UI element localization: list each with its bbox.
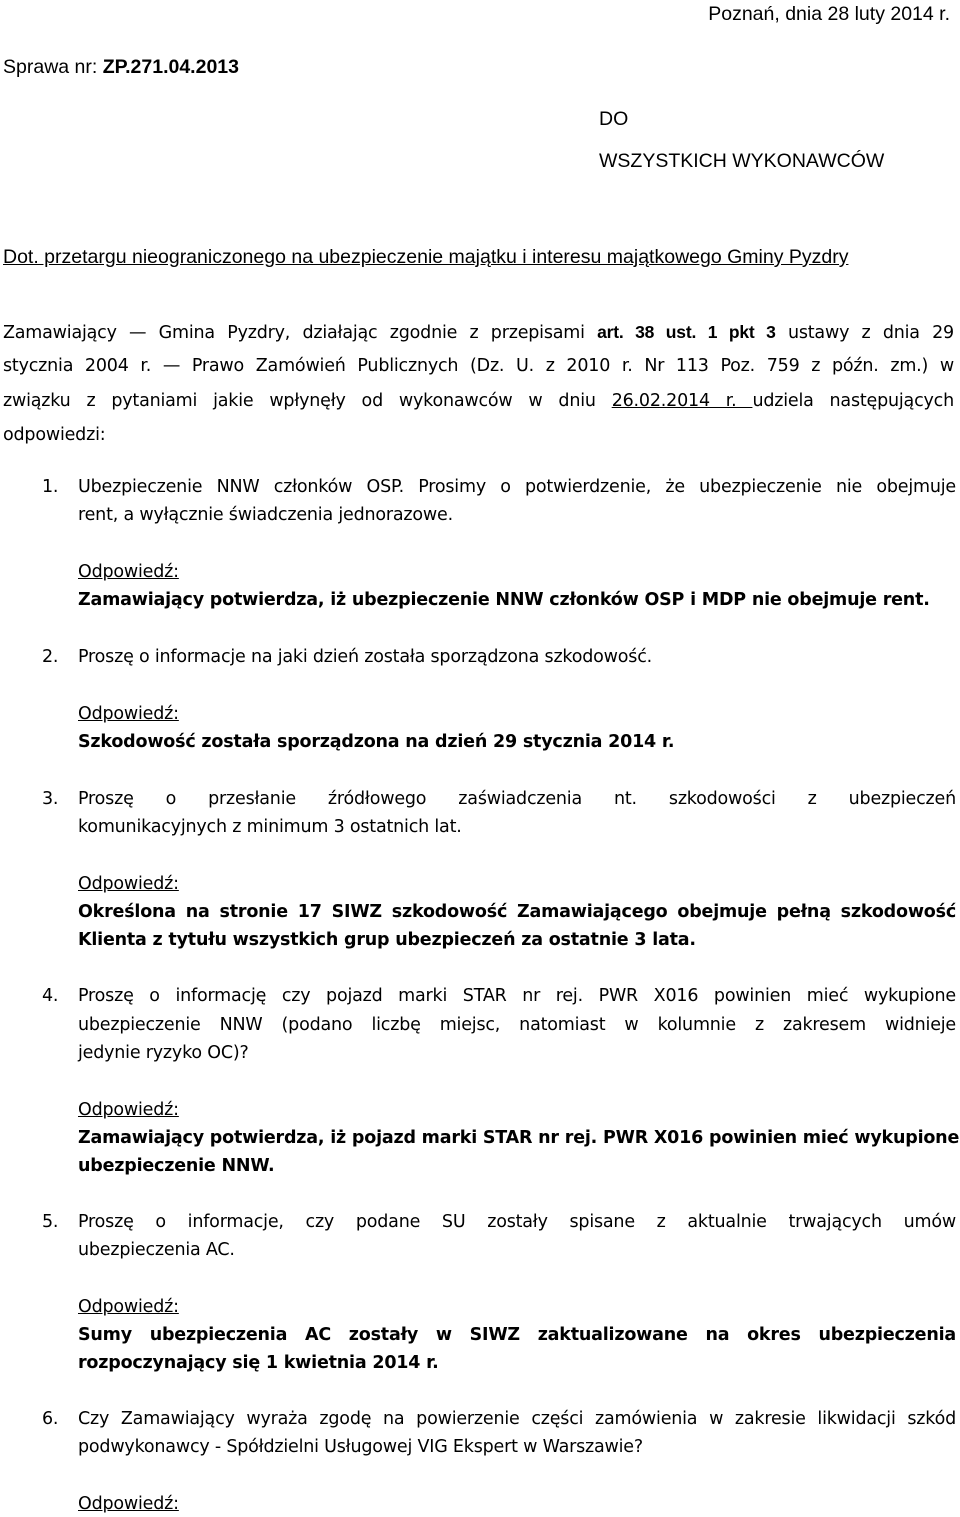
question-text: Proszę o przesłanie źródłowego zaświadczenia nt. szkodowości z ubezpieczeń	[78, 789, 956, 809]
item-number: 1.	[42, 477, 59, 497]
question-text: Czy Zamawiający wyraża zgodę na powierzenie części zamówienia w zakresie likwidacji szkód	[78, 1409, 956, 1429]
answer-text: Szkodowość została sporządzona na dzień 29 stycznia 2014 r.	[78, 732, 675, 752]
question-text: ubezpieczenia AC.	[78, 1240, 235, 1260]
item-number: 3.	[42, 789, 59, 809]
item-number: 4.	[42, 986, 59, 1006]
question-text: Proszę o informacje na jaki dzień została sporządzona szkodowość.	[78, 647, 652, 667]
answer-label: Odpowiedź:	[78, 1297, 179, 1317]
letter-date: Poznań, dnia 28 luty 2014 r.	[708, 3, 950, 25]
case-number-value: ZP.271.04.2013	[102, 56, 239, 78]
question-text: Proszę o informację czy pojazd marki STAR nr rej. PWR X016 powinien mieć wykupione	[78, 986, 956, 1006]
intro-line-4: odpowiedzi:	[3, 425, 106, 445]
recipient-line-1: DO	[599, 108, 629, 130]
answer-text: Zamawiający potwierdza, iż ubezpieczenie NNW członków OSP i MDP nie obejmuje rent.	[78, 590, 930, 610]
answer-text: ubezpieczenie NNW.	[78, 1156, 275, 1176]
question-text: jedynie ryzyko OC)?	[78, 1043, 249, 1063]
answer-text: Zamawiający potwierdza, iż pojazd marki STAR nr rej. PWR X016 powinien mieć wykupione	[78, 1128, 960, 1148]
question-text: ubezpieczenie NNW (podano liczbę miejsc, natomiast w kolumnie z zakresem widnieje	[78, 1015, 956, 1035]
item-number: 5.	[42, 1212, 59, 1232]
question-text: komunikacyjnych z minimum 3 ostatnich lat.	[78, 817, 462, 837]
letter-subject: Dot. przetargu nieograniczonego na ubezpieczenie majątku i interesu majątkowego Gminy Pyzdry	[3, 246, 849, 268]
item-number: 2.	[42, 647, 59, 667]
question-text: Ubezpieczenie NNW członków OSP. Prosimy o potwierdzenie, że ubezpieczenie nie obejmuje	[78, 477, 956, 497]
recipient-line-2: WSZYSTKICH WYKONAWCÓW	[599, 150, 885, 172]
question-text: rent, a wyłącznie świadczenia jednorazowe.	[78, 505, 453, 525]
question-text: podwykonawcy - Spółdzielni Usługowej VIG Ekspert w Warszawie?	[78, 1437, 643, 1457]
answer-text: Określona na stronie 17 SIWZ szkodowość Zamawiającego obejmuje pełną szkodowość	[78, 902, 956, 922]
case-number	[3, 56, 239, 79]
answer-label: Odpowiedź:	[78, 1494, 179, 1514]
answer-label: Odpowiedź:	[78, 1100, 179, 1120]
answer-text: Klienta z tytułu wszystkich grup ubezpieczeń za ostatnie 3 lata.	[78, 930, 696, 950]
item-number: 6.	[42, 1409, 59, 1429]
case-label: Sprawa nr:	[3, 56, 98, 78]
intro-line-2: stycznia 2004 r. — Prawo Zamówień Publicznych (Dz. U. z 2010 r. Nr 113 Poz. 759 z późn. zm.) w	[3, 356, 954, 376]
answer-text: Sumy ubezpieczenia AC zostały w SIWZ zaktualizowane na okres ubezpieczenia	[78, 1325, 956, 1345]
answer-label: Odpowiedź:	[78, 562, 179, 582]
intro-line-1: Zamawiający — Gmina Pyzdry, działając zgodnie z przepisami art. 38 ust. 1 pkt 3 ustawy z dnia 29	[3, 322, 954, 343]
answer-label: Odpowiedź:	[78, 874, 179, 894]
intro-line-3: związku z pytaniami jakie wpłynęły od wykonawców w dniu 26.02.2014 r. udziela następujących	[3, 391, 954, 411]
answer-label: Odpowiedź:	[78, 704, 179, 724]
question-text: Proszę o informacje, czy podane SU zostały spisane z aktualnie trwających umów	[78, 1212, 956, 1232]
answer-text: rozpoczynający się 1 kwietnia 2014 r.	[78, 1353, 439, 1373]
